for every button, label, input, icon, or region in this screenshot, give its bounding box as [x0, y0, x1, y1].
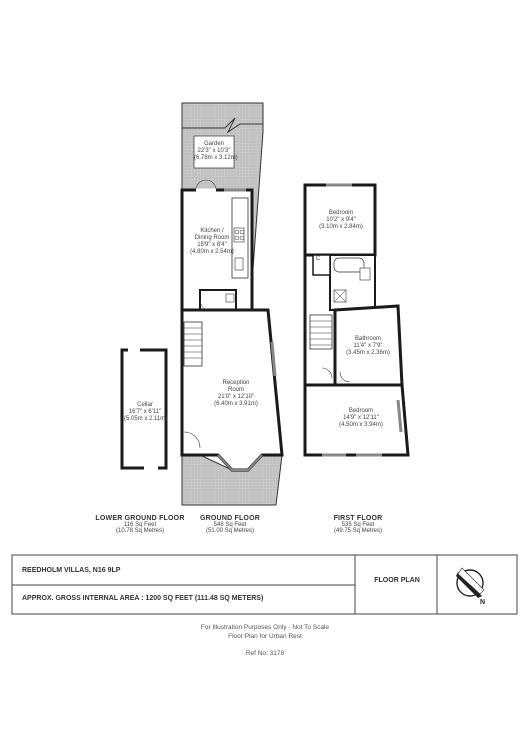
room-name: Bathroom [354, 336, 381, 342]
info-table [12, 555, 517, 614]
room-dim-imperial: 10'2" x 9'4" [326, 217, 356, 223]
floor-name: LOWER GROUND FLOOR [95, 515, 185, 522]
svg-text:N: N [480, 599, 486, 606]
room-dim-imperial: 11'4" x 7'9" [353, 343, 383, 349]
floor-area-m: (10.78 Sq Metres) [115, 528, 165, 534]
floor-area-m: (49.75 Sq Metres) [333, 528, 383, 534]
disclaimer-line-1: For Illustration Purposes Only - Not To Scale [200, 624, 330, 631]
room-name: Bedroom [328, 210, 354, 216]
room-dim-metric: (3.45m x 2.36m) [346, 350, 390, 356]
room-name: Cellar [137, 402, 153, 408]
room-dim-metric: (6.78m x 3.12m) [194, 155, 238, 161]
room-label-garden [194, 141, 238, 162]
floor-area-m: (51.00 Sq Metres) [205, 528, 255, 534]
address-text: REEDHOLM VILLAS, N16 9LP [22, 567, 121, 574]
gross-area-text: APPROX. GROSS INTERNAL AREA : 1200 SQ FEET (111.48 SQ METERS) [22, 595, 264, 602]
room-dim-imperial: 21'0" x 12'10" [217, 394, 255, 400]
room-label-bedroom2 [330, 408, 392, 429]
room-dim-metric: (6.40m x 3.91m) [214, 401, 258, 407]
ground-stairs [184, 322, 202, 366]
room-label-kitchen [190, 228, 234, 256]
room-label-bedroom1 [310, 210, 372, 231]
room-name: C [315, 256, 321, 262]
room-name-2: Dining Room [194, 235, 230, 241]
room-name: Reception [222, 380, 250, 386]
floor-plan-title: FLOOR PLAN [374, 577, 420, 584]
first-stairs [310, 315, 332, 349]
floor-name: GROUND FLOOR [200, 515, 260, 522]
ground-floor-plan [182, 103, 282, 505]
room-name-2: Room [227, 387, 244, 393]
room-dim-metric: (5.05m x 2.11m) [124, 416, 168, 422]
floor-area-ft: 116 Sq Feet [123, 522, 157, 528]
room-label-reception [206, 380, 266, 408]
room-dim-metric: (4.80m x 2.54m) [190, 249, 234, 255]
disclaimer-line-2: Floor Plan for Urban Rest [228, 633, 302, 640]
room-name: Bedroom [348, 408, 374, 414]
room-name: Garden [203, 141, 224, 147]
room-dim-imperial: 22'3" x 10'3" [197, 148, 231, 154]
floor-name: FIRST FLOOR [333, 515, 383, 522]
room-name: Kitchen / [200, 228, 224, 234]
room-label-cellar [124, 402, 166, 423]
floor-caption-lower [90, 515, 190, 534]
room-label-cupboard [313, 256, 323, 263]
floor-caption-first [318, 515, 398, 534]
floor-caption-ground [190, 515, 270, 534]
room-dim-imperial: 15'9" x 8'4" [197, 242, 227, 248]
floor-area-ft: 535 Sq Feet [341, 522, 375, 528]
floor-area-ft: 548 Sq Feet [213, 522, 247, 528]
room-dim-imperial: 16'7" x 6'11" [128, 409, 162, 415]
room-dim-imperial: 14'9" x 12'11" [343, 415, 379, 421]
room-dim-metric: (3.10m x 2.84m) [319, 224, 363, 230]
room-label-bathroom [340, 336, 396, 357]
room-dim-metric: (4.50m x 3.94m) [339, 422, 383, 428]
disclaimer-line-3: Ref No: 3178 [245, 650, 285, 657]
